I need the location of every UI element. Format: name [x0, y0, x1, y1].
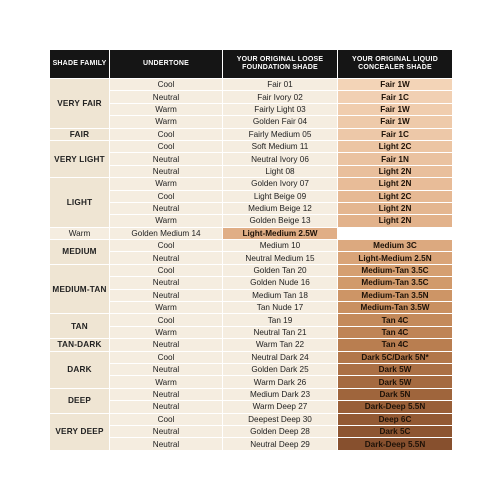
shade-family-cell: TAN	[50, 314, 110, 339]
header-liquid-concealer: YOUR ORIGINAL LIQUID CONCEALER SHADE	[338, 50, 453, 79]
liquid-concealer-cell: Dark-Deep 5.5N	[338, 438, 453, 451]
undertone-cell: Cool	[110, 79, 223, 91]
loose-foundation-cell: Medium Dark 23	[223, 388, 338, 400]
loose-foundation-cell: Tan 19	[223, 314, 338, 326]
table-row	[50, 339, 453, 351]
undertone-cell: Neutral	[110, 388, 223, 400]
liquid-concealer-cell: Tan 4C	[338, 339, 453, 351]
liquid-concealer-cell: Medium-Tan 3.5C	[338, 277, 453, 289]
shade-family-cell: TAN-DARK	[50, 339, 110, 351]
table-row	[50, 314, 453, 326]
shade-family-cell: VERY DEEP	[50, 413, 110, 450]
loose-foundation-cell: Fair Ivory 02	[223, 91, 338, 103]
undertone-cell: Neutral	[110, 252, 223, 264]
loose-foundation-cell: Golden Ivory 07	[223, 178, 338, 190]
loose-foundation-cell: Medium 10	[223, 240, 338, 252]
table-row	[50, 438, 453, 451]
loose-foundation-cell: Light 08	[223, 165, 338, 177]
table-row	[50, 116, 453, 128]
liquid-concealer-cell: Dark 5W	[338, 376, 453, 388]
undertone-cell: Neutral	[110, 153, 223, 165]
loose-foundation-cell: Golden Nude 16	[223, 277, 338, 289]
table-row	[50, 376, 453, 388]
loose-foundation-cell: Neutral Deep 29	[223, 438, 338, 451]
shade-family-cell: DEEP	[50, 388, 110, 413]
undertone-cell: Cool	[110, 413, 223, 425]
liquid-concealer-cell: Fair 1C	[338, 128, 453, 140]
undertone-cell: Cool	[110, 240, 223, 252]
table-row	[50, 91, 453, 103]
header-row	[50, 50, 453, 79]
liquid-concealer-cell: Medium 3C	[338, 240, 453, 252]
undertone-cell: Cool	[110, 190, 223, 202]
loose-foundation-cell: Warm Tan 22	[223, 339, 338, 351]
liquid-concealer-cell: Fair 1W	[338, 79, 453, 91]
table-row	[50, 165, 453, 177]
chart-body	[50, 79, 453, 451]
liquid-concealer-cell: Dark 5W	[338, 363, 453, 375]
loose-foundation-cell: Golden Tan 20	[223, 264, 338, 276]
undertone-cell: Neutral	[110, 91, 223, 103]
undertone-cell: Neutral	[110, 401, 223, 413]
table-row	[50, 215, 453, 227]
liquid-concealer-cell: Fair 1W	[338, 103, 453, 115]
table-row	[50, 140, 453, 152]
header-undertone: UNDERTONE	[110, 50, 223, 79]
table-row	[50, 277, 453, 289]
undertone-cell: Warm	[110, 178, 223, 190]
undertone-cell: Warm	[50, 227, 110, 239]
undertone-cell: Neutral	[110, 277, 223, 289]
undertone-cell: Neutral	[110, 438, 223, 451]
loose-foundation-cell: Neutral Dark 24	[223, 351, 338, 363]
shade-family-cell: DARK	[50, 351, 110, 388]
table-row	[50, 103, 453, 115]
liquid-concealer-cell: Light 2N	[338, 202, 453, 214]
table-row	[50, 190, 453, 202]
loose-foundation-cell: Deepest Deep 30	[223, 413, 338, 425]
liquid-concealer-cell: Dark 5C/Dark 5N*	[338, 351, 453, 363]
liquid-concealer-cell: Medium-Tan 3.5N	[338, 289, 453, 301]
undertone-cell: Neutral	[110, 425, 223, 437]
loose-foundation-cell: Medium Beige 12	[223, 202, 338, 214]
table-row	[50, 388, 453, 400]
liquid-concealer-cell: Light 2N	[338, 165, 453, 177]
table-row	[50, 264, 453, 276]
liquid-concealer-cell: Dark 5N	[338, 388, 453, 400]
undertone-cell: Cool	[110, 351, 223, 363]
shade-chart-table	[49, 49, 453, 451]
liquid-concealer-cell: Dark 5C	[338, 425, 453, 437]
shade-family-cell: MEDIUM-TAN	[50, 264, 110, 314]
liquid-concealer-cell: Fair 1N	[338, 153, 453, 165]
liquid-concealer-cell: Medium-Tan 3.5W	[338, 302, 453, 314]
table-row	[50, 302, 453, 314]
undertone-cell: Warm	[110, 116, 223, 128]
table-row	[50, 153, 453, 165]
table-row	[50, 326, 453, 338]
undertone-cell: Cool	[110, 140, 223, 152]
undertone-cell: Warm	[110, 215, 223, 227]
loose-foundation-cell: Tan Nude 17	[223, 302, 338, 314]
liquid-concealer-cell: Fair 1C	[338, 91, 453, 103]
loose-foundation-cell: Warm Dark 26	[223, 376, 338, 388]
loose-foundation-cell: Golden Dark 25	[223, 363, 338, 375]
undertone-cell: Warm	[110, 376, 223, 388]
liquid-concealer-cell: Tan 4C	[338, 326, 453, 338]
liquid-concealer-cell: Fair 1W	[338, 116, 453, 128]
liquid-concealer-cell: Light 2C	[338, 190, 453, 202]
undertone-cell: Cool	[110, 128, 223, 140]
undertone-cell: Neutral	[110, 339, 223, 351]
loose-foundation-cell: Neutral Ivory 06	[223, 153, 338, 165]
undertone-cell: Warm	[110, 326, 223, 338]
table-row	[50, 240, 453, 252]
liquid-concealer-cell: Medium-Tan 3.5C	[338, 264, 453, 276]
liquid-concealer-cell: Light 2N	[338, 178, 453, 190]
liquid-concealer-cell: Deep 6C	[338, 413, 453, 425]
table-row	[50, 351, 453, 363]
loose-foundation-cell: Medium Tan 18	[223, 289, 338, 301]
undertone-cell: Cool	[110, 314, 223, 326]
undertone-cell: Neutral	[110, 289, 223, 301]
liquid-concealer-cell: Dark-Deep 5.5N	[338, 401, 453, 413]
table-row	[50, 178, 453, 190]
shade-family-cell: FAIR	[50, 128, 110, 140]
loose-foundation-cell: Golden Fair 04	[223, 116, 338, 128]
table-row	[50, 413, 453, 425]
table-row	[50, 128, 453, 140]
undertone-cell: Warm	[110, 103, 223, 115]
loose-foundation-cell: Fairly Medium 05	[223, 128, 338, 140]
header-loose-foundation: YOUR ORIGINAL LOOSE FOUNDATION SHADE	[223, 50, 338, 79]
table-row	[50, 79, 453, 91]
loose-foundation-cell: Warm Deep 27	[223, 401, 338, 413]
table-row	[50, 425, 453, 437]
liquid-concealer-cell: Light-Medium 2.5N	[338, 252, 453, 264]
undertone-cell: Neutral	[110, 202, 223, 214]
header-shade-family: SHADE FAMILY	[50, 50, 110, 79]
table-row	[50, 227, 453, 239]
undertone-cell: Warm	[110, 302, 223, 314]
loose-foundation-cell: Neutral Tan 21	[223, 326, 338, 338]
loose-foundation-cell: Fairly Light 03	[223, 103, 338, 115]
loose-foundation-cell: Light Beige 09	[223, 190, 338, 202]
undertone-cell: Neutral	[110, 363, 223, 375]
table-row	[50, 289, 453, 301]
shade-family-cell: MEDIUM	[50, 240, 110, 265]
shade-family-cell: LIGHT	[50, 178, 110, 228]
shade-family-cell: VERY LIGHT	[50, 140, 110, 177]
liquid-concealer-cell: Light 2C	[338, 140, 453, 152]
shade-family-cell: VERY FAIR	[50, 79, 110, 129]
undertone-cell: Cool	[110, 264, 223, 276]
undertone-cell: Neutral	[110, 165, 223, 177]
loose-foundation-cell: Golden Medium 14	[110, 227, 223, 239]
table-row	[50, 401, 453, 413]
table-row	[50, 252, 453, 264]
table-row	[50, 202, 453, 214]
loose-foundation-cell: Fair 01	[223, 79, 338, 91]
liquid-concealer-cell: Light 2N	[338, 215, 453, 227]
liquid-concealer-cell: Light-Medium 2.5W	[223, 227, 338, 239]
loose-foundation-cell: Soft Medium 11	[223, 140, 338, 152]
loose-foundation-cell: Neutral Medium 15	[223, 252, 338, 264]
liquid-concealer-cell: Tan 4C	[338, 314, 453, 326]
loose-foundation-cell: Golden Deep 28	[223, 425, 338, 437]
loose-foundation-cell: Golden Beige 13	[223, 215, 338, 227]
table-row	[50, 363, 453, 375]
